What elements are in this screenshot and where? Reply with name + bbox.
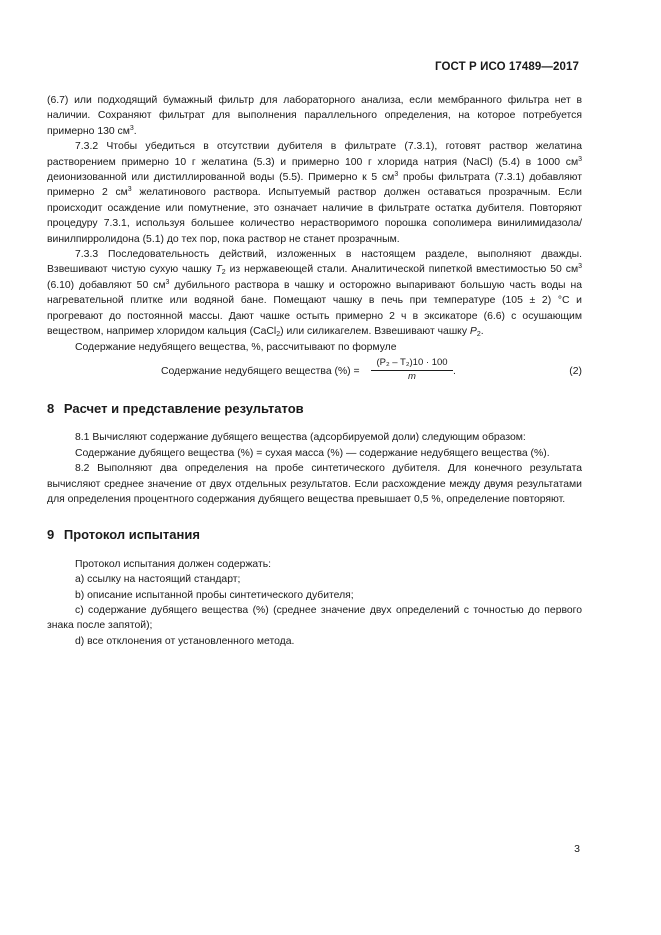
formula-trailing: .: [453, 365, 456, 377]
page-number: 3: [574, 843, 580, 855]
formula-2: [47, 357, 582, 385]
section-9-heading: 9 Протокол испытания: [47, 527, 200, 543]
paragraph-8-1-formula: Содержание дубящего вещества (%) = сухая масса (%) — содержание недубящего вещества (%).: [75, 447, 550, 459]
paragraph-7-3-3: 7.3.3 Последовательность действий, изложенных в настоящем разделе, выполняют дважды. Взвешивают чистую сухую чашку $T_2$ из нержавеющей стали. Аналитической пипеткой вместимостью 50 $см^3$ (6.10) добавляют 50 $см^3$ дубильного раствора в чашку и осторожно выпаривают большую часть воды на нагревательной плитке или водяной бане. Помещают чашку в печь при температуре (105 ± 2) °С и прогревают до постоянной массы. Дают чашке остыть примерно 2 ч в эксикаторе (6.6) с осушающим веществом, например хлоридом кальция (CaCl$_2$) или силикагелем. Взвешивают чашку $P_2$.: [47, 249, 582, 339]
paragraph-7-3-1-end: (6.7) или подходящий бумажный фильтр для лабораторного анализа, если мембранного фильтра нет в наличии. Сохраняют фильтрат для выполнения параллельного определения, на которое потребуется примерно 130 $см^3$.: [47, 95, 582, 137]
protocol-intro: Протокол испытания должен содержать:: [75, 558, 272, 570]
formula-denominator: m: [408, 370, 416, 382]
protocol-item-d: d) все отклонения от установленного метода.: [75, 635, 295, 647]
formula-lhs: Содержание недубящего вещества (%) =: [161, 365, 360, 377]
section-8-heading: 8 Расчет и представление результатов: [47, 400, 304, 416]
paragraph-7-3-2: 7.3.2 Чтобы убедиться в отсутствии дубителя в фильтрате (7.3.1), готовят раствор желатина растворением примерно 10 г желатина (5.3) и примерно 100 г хлорида натрия (NaCl) (5.4) в 1000 $см^3$ деионизованной или дистиллированной воды (5.5). Примерно к 5 $см^3$ пробы фильтрата (7.3.1) добавляют примерно 2 $см^3$ желатинового раствора. Испытуемый раствор должен оставаться прозрачным. Если происходит осаждение или помутнение, это означает наличие в фильтрате остатка дубителя. Повторяют процедуру 7.3.1, используя большее количество нерастворимого порошка сополимера винилимидазола/винилпирролидона (5.1) до тех пор, пока раствор не станет прозрачным.: [47, 141, 582, 245]
formula-intro: Содержание недубящего вещества, %, рассчитывают по формуле: [75, 341, 397, 353]
paragraph-8-1: 8.1 Вычисляют содержание дубящего вещества (адсорбируемой доли) следующим образом:: [75, 432, 526, 444]
protocol-item-a: a) ссылку на настоящий стандарт;: [75, 574, 241, 586]
protocol-item-c: c) содержание дубящего вещества (%) (среднее значение двух определений с точностью до первого знака после запятой);: [47, 604, 582, 632]
standard-header: ГОСТ Р ИСО 17489—2017: [434, 61, 579, 73]
page-content: [47, 93, 582, 649]
equation-number: (2): [569, 365, 582, 377]
formula-numerator: (P₂ – T₂)10 · 100: [371, 357, 453, 371]
paragraph-8-2: 8.2 Выполняют два определения на пробе синтетического дубителя. Для конечного результата вычисляют среднее значение от двух отдельных результатов. Если расхождение между двумя результатами для определения процентного содержания дубящего вещества превышает 0,5 %, определение повторяют.: [47, 463, 582, 505]
formula-fraction: [371, 357, 453, 383]
protocol-item-b: b) описание испытанной пробы синтетического дубителя;: [75, 589, 354, 601]
